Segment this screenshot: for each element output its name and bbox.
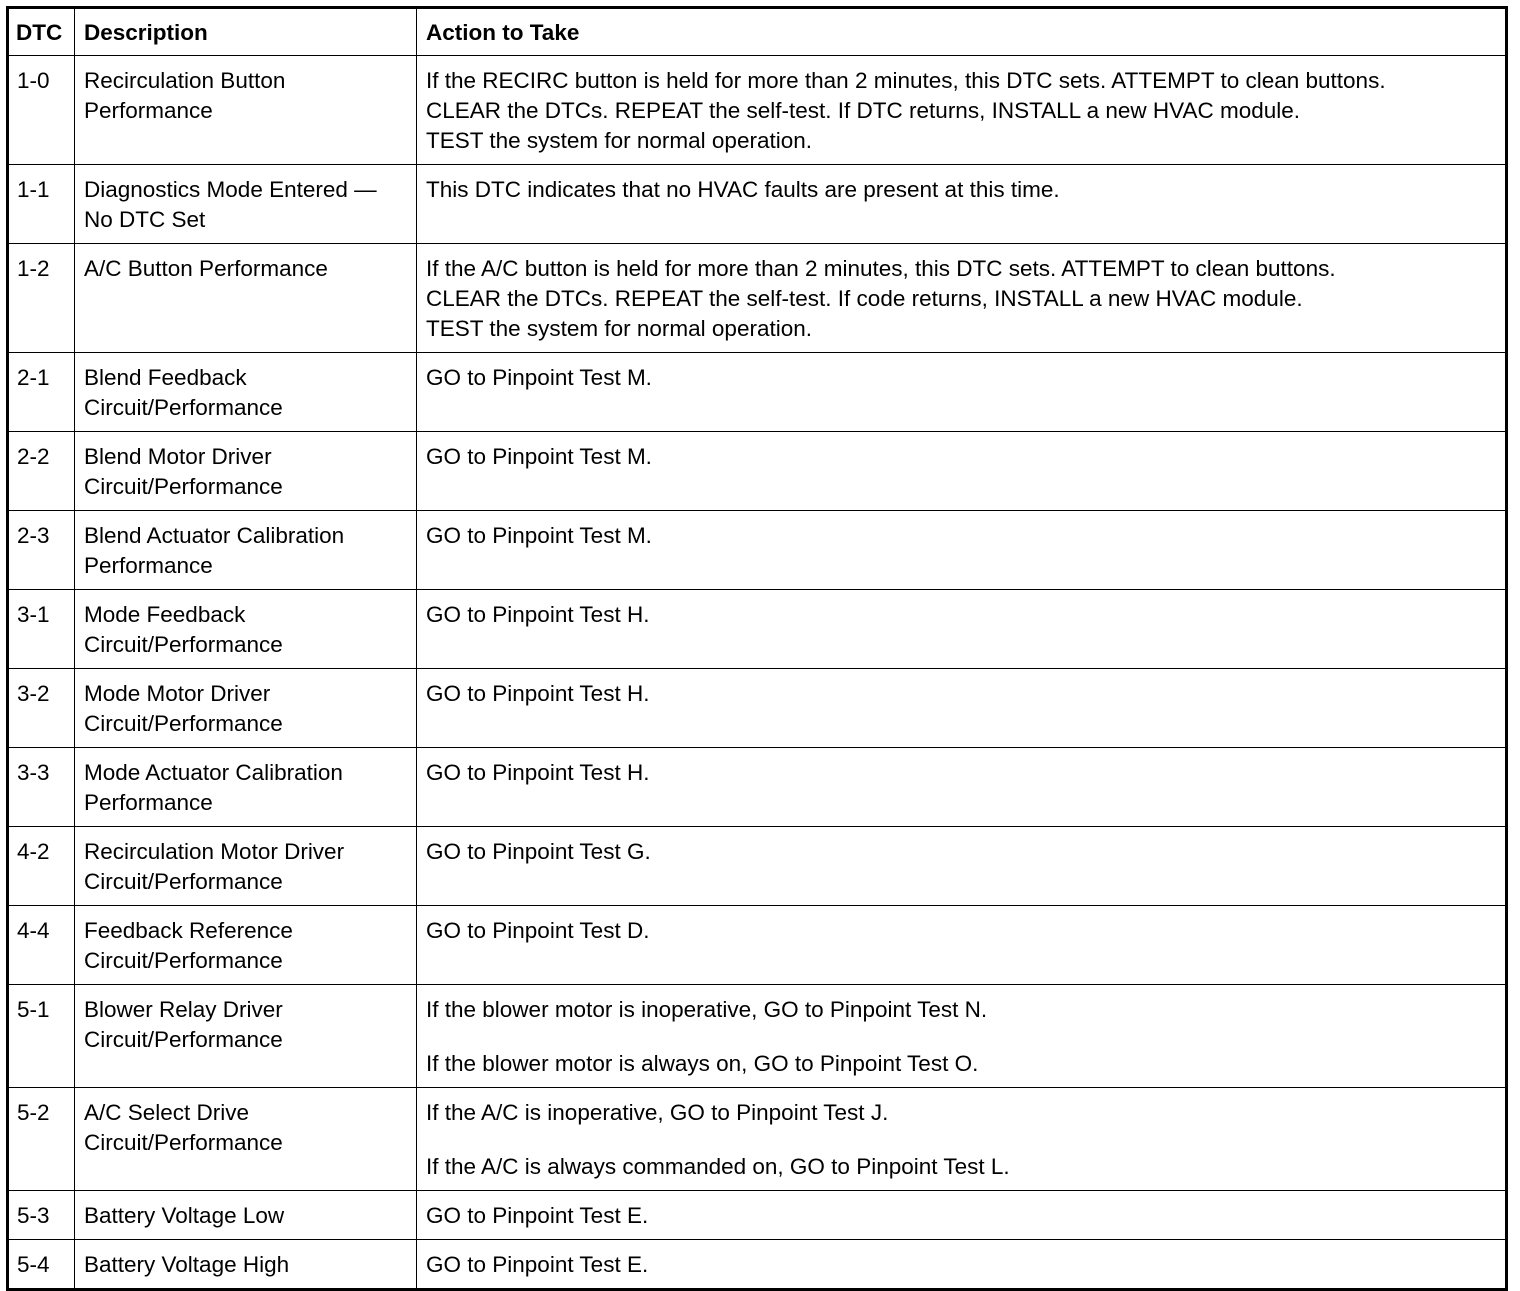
action-paragraph <box>426 1152 1496 1182</box>
action-paragraph <box>426 254 1496 344</box>
description-line: Battery Voltage High <box>84 1252 290 1277</box>
action-paragraph <box>426 758 1496 788</box>
dtc-action <box>417 1191 1507 1240</box>
description-line: Circuit/Performance <box>84 711 283 736</box>
action-paragraph <box>426 175 1496 205</box>
table-row <box>8 244 1507 353</box>
action-line: GO to Pinpoint Test M. <box>426 523 652 548</box>
description-line: Performance <box>84 790 213 815</box>
table-row <box>8 56 1507 165</box>
dtc-action <box>417 244 1507 353</box>
dtc-code: 3-3 <box>8 748 75 827</box>
action-line: TEST the system for normal operation. <box>426 316 812 341</box>
action-line: If the blower motor is always on, GO to Pinpoint Test O. <box>426 1051 979 1076</box>
table-row <box>8 1191 1507 1240</box>
action-line: GO to Pinpoint Test E. <box>426 1252 649 1277</box>
dtc-description <box>75 353 417 432</box>
dtc-description <box>75 669 417 748</box>
table-row <box>8 985 1507 1088</box>
description-line: Circuit/Performance <box>84 395 283 420</box>
table-row <box>8 1088 1507 1191</box>
dtc-code: 5-2 <box>8 1088 75 1191</box>
action-line: This DTC indicates that no HVAC faults are present at this time. <box>426 177 1060 202</box>
action-line: GO to Pinpoint Test D. <box>426 918 650 943</box>
dtc-description <box>75 748 417 827</box>
table-row <box>8 669 1507 748</box>
action-line: GO to Pinpoint Test G. <box>426 839 651 864</box>
header-action: Action to Take <box>417 8 1507 56</box>
action-line: If the A/C is inoperative, GO to Pinpoint Test J. <box>426 1100 889 1125</box>
dtc-code: 3-1 <box>8 590 75 669</box>
action-line: CLEAR the DTCs. REPEAT the self-test. If DTC returns, INSTALL a new HVAC module. <box>426 98 1301 123</box>
description-line: Circuit/Performance <box>84 1130 283 1155</box>
header-dtc: DTC <box>8 8 75 56</box>
dtc-action <box>417 432 1507 511</box>
header-row <box>8 8 1507 56</box>
dtc-code: 5-4 <box>8 1240 75 1290</box>
dtc-description <box>75 985 417 1088</box>
action-paragraph <box>426 837 1496 867</box>
dtc-code: 4-2 <box>8 827 75 906</box>
action-paragraph <box>426 1250 1496 1280</box>
description-line: Blend Motor Driver <box>84 444 272 469</box>
description-line: Mode Actuator Calibration <box>84 760 343 785</box>
action-paragraph <box>426 1049 1496 1079</box>
dtc-action <box>417 590 1507 669</box>
action-paragraph <box>426 66 1496 156</box>
description-line: Performance <box>84 98 213 123</box>
description-line: Performance <box>84 553 213 578</box>
description-line: Mode Motor Driver <box>84 681 271 706</box>
action-line: GO to Pinpoint Test E. <box>426 1203 649 1228</box>
dtc-description <box>75 590 417 669</box>
dtc-description <box>75 827 417 906</box>
dtc-code: 2-1 <box>8 353 75 432</box>
dtc-description <box>75 1191 417 1240</box>
dtc-description <box>75 1240 417 1290</box>
description-line: Blower Relay Driver <box>84 997 283 1022</box>
description-line: Recirculation Motor Driver <box>84 839 345 864</box>
description-line: Circuit/Performance <box>84 1027 283 1052</box>
table-row <box>8 432 1507 511</box>
description-line: Circuit/Performance <box>84 474 283 499</box>
dtc-description <box>75 511 417 590</box>
description-line: A/C Select Drive <box>84 1100 250 1125</box>
action-paragraph <box>426 1098 1496 1128</box>
table-row <box>8 748 1507 827</box>
action-line: GO to Pinpoint Test H. <box>426 681 650 706</box>
description-line: Blend Feedback <box>84 365 247 390</box>
action-line: GO to Pinpoint Test M. <box>426 444 652 469</box>
table-row <box>8 590 1507 669</box>
dtc-action <box>417 511 1507 590</box>
dtc-description <box>75 244 417 353</box>
action-paragraph <box>426 521 1496 551</box>
table-row <box>8 511 1507 590</box>
description-line: Battery Voltage Low <box>84 1203 285 1228</box>
dtc-code: 5-3 <box>8 1191 75 1240</box>
table-row <box>8 353 1507 432</box>
dtc-action <box>417 906 1507 985</box>
table-row <box>8 165 1507 244</box>
dtc-action <box>417 748 1507 827</box>
action-line: CLEAR the DTCs. REPEAT the self-test. If code returns, INSTALL a new HVAC module. <box>426 286 1303 311</box>
dtc-code: 4-4 <box>8 906 75 985</box>
table-header <box>8 8 1507 56</box>
description-line: A/C Button Performance <box>84 256 328 281</box>
action-line: GO to Pinpoint Test H. <box>426 760 650 785</box>
action-paragraph <box>426 1201 1496 1231</box>
dtc-action <box>417 1240 1507 1290</box>
dtc-action <box>417 827 1507 906</box>
dtc-code: 1-2 <box>8 244 75 353</box>
action-line: GO to Pinpoint Test H. <box>426 602 650 627</box>
description-line: Diagnostics Mode Entered — <box>84 177 377 202</box>
action-paragraph <box>426 442 1496 472</box>
action-line: TEST the system for normal operation. <box>426 128 812 153</box>
dtc-code: 2-2 <box>8 432 75 511</box>
action-paragraph <box>426 679 1496 709</box>
table-row <box>8 827 1507 906</box>
action-line: If the A/C button is held for more than 2 minutes, this DTC sets. ATTEMPT to clean buttons. <box>426 256 1336 281</box>
action-line: If the blower motor is inoperative, GO to Pinpoint Test N. <box>426 997 988 1022</box>
description-line: Feedback Reference <box>84 918 293 943</box>
dtc-description <box>75 56 417 165</box>
description-line: Circuit/Performance <box>84 632 283 657</box>
header-description: Description <box>75 8 417 56</box>
dtc-code: 5-1 <box>8 985 75 1088</box>
dtc-code: 3-2 <box>8 669 75 748</box>
table-body <box>8 56 1507 1290</box>
dtc-code: 1-0 <box>8 56 75 165</box>
dtc-code: 2-3 <box>8 511 75 590</box>
dtc-table <box>6 6 1508 1291</box>
table-row <box>8 906 1507 985</box>
dtc-description <box>75 1088 417 1191</box>
description-line: Mode Feedback <box>84 602 246 627</box>
action-line: GO to Pinpoint Test M. <box>426 365 652 390</box>
dtc-action <box>417 56 1507 165</box>
description-line: Recirculation Button <box>84 68 286 93</box>
action-paragraph <box>426 916 1496 946</box>
dtc-action <box>417 353 1507 432</box>
description-line: Circuit/Performance <box>84 948 283 973</box>
description-line: No DTC Set <box>84 207 206 232</box>
dtc-action <box>417 165 1507 244</box>
dtc-action <box>417 1088 1507 1191</box>
table-row <box>8 1240 1507 1290</box>
action-paragraph <box>426 363 1496 393</box>
dtc-action <box>417 669 1507 748</box>
description-line: Blend Actuator Calibration <box>84 523 345 548</box>
dtc-description <box>75 432 417 511</box>
action-paragraph <box>426 600 1496 630</box>
dtc-description <box>75 906 417 985</box>
action-paragraph <box>426 995 1496 1025</box>
dtc-code: 1-1 <box>8 165 75 244</box>
description-line: Circuit/Performance <box>84 869 283 894</box>
dtc-description <box>75 165 417 244</box>
action-line: If the A/C is always commanded on, GO to Pinpoint Test L. <box>426 1154 1010 1179</box>
dtc-action <box>417 985 1507 1088</box>
action-line: If the RECIRC button is held for more than 2 minutes, this DTC sets. ATTEMPT to clean buttons. <box>426 68 1386 93</box>
